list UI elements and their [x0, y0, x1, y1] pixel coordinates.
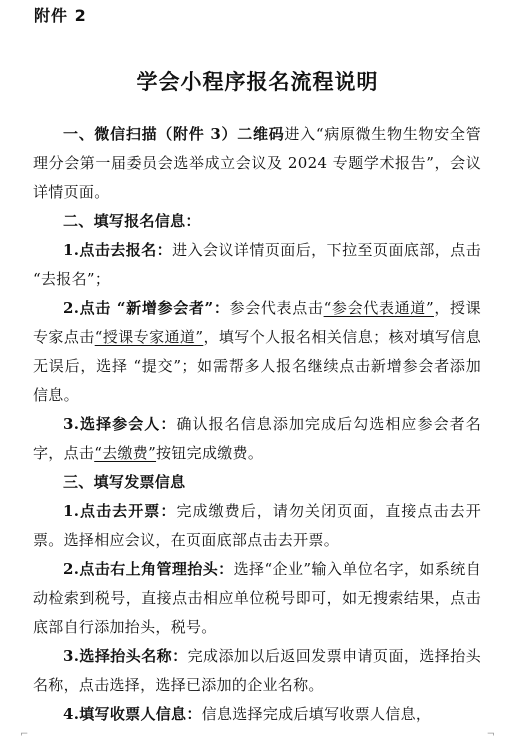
- section-3-step-4-bold: 4.填写收票人信息：: [63, 705, 202, 723]
- section-2-step-1: [33, 236, 481, 294]
- section-2-step-3-text-1: 确认报名信息添加完成后勾选相应参会者名字，点击: [33, 415, 482, 462]
- section-3-step-2-bold: 2.点击右上角管理抬头：: [63, 560, 234, 578]
- section-2-step-3-bold: 3.选择参会人：: [63, 415, 177, 433]
- section-3-step-3-bold: 3.选择抬头名称：: [63, 647, 188, 665]
- section-1-paragraph: [33, 120, 481, 207]
- section-2-step-3: [33, 410, 481, 468]
- section-3-step-1: [33, 497, 481, 555]
- page-corner-mark-left: ⌐: [20, 729, 29, 740]
- section-2-step-2-text-3: ，填写个人报名相关信息；核对填写信息无误后，选择 “提交”；如需帮多人报名继续点击新增参会者添加信息。: [33, 328, 481, 404]
- section-2-step-1-text: 进入会议详情页面后，下拉至页面底部，点击 “去报名”；: [33, 241, 481, 288]
- section-3-heading: 三、填写发票信息: [63, 473, 186, 491]
- section-3-step-2-text: 选择“企业”输入单位名字，如系统自动检索到税号，直接点击相应单位税号即可，如无搜索结果，点击底部自行添加抬头，税号。: [33, 560, 481, 636]
- attachment-label: 附件 2: [34, 6, 87, 25]
- section-2-step-2-text-1: 参会代表点击: [229, 299, 324, 317]
- section-2-step-1-bold: 1.点击去报名：: [63, 241, 173, 259]
- section-2-heading: 二、填写报名信息：: [63, 212, 201, 230]
- section-3-step-4: [33, 700, 481, 729]
- section-2-step-2: [33, 294, 481, 410]
- section-2-step-2-text-2: ，授课专家点击: [33, 299, 481, 346]
- section-3-step-2: [33, 555, 481, 642]
- section-1-text: 进入“病原微生物生物安全管理分会第一届委员会选举成立会议及 2024 专题学术报告”，会议详情页面。: [33, 125, 481, 201]
- expert-channel-text: “授课专家通道”: [94, 328, 204, 346]
- section-3-step-4-text: 信息选择完成后填写收票人信息，: [201, 705, 432, 723]
- section-2-step-2-bold: 2.点击 “新增参会者”：: [63, 299, 230, 317]
- section-3-step-1-bold: 1.点击去开票：: [63, 502, 177, 520]
- section-3-step-3: [33, 642, 481, 700]
- section-2-step-3-text-2: 按钮完成缴费。: [156, 444, 264, 462]
- section-3-step-3-text: 完成添加以后返回发票申请页面，选择抬头名称，点击选择，选择已添加的企业名称。: [33, 647, 481, 694]
- pay-text: “去缴费”: [94, 444, 157, 462]
- page-title: 学会小程序报名流程说明: [136, 70, 379, 94]
- section-1-bold: 一、微信扫描（附件 3）二维码: [63, 125, 285, 143]
- document-body: [33, 120, 481, 729]
- section-3-step-1-text: 完成缴费后，请勿关闭页面，直接点击去开票。选择相应会议，在页面底部点击去开票。: [33, 502, 482, 549]
- delegate-channel-text: “参会代表通道”: [323, 299, 434, 317]
- page-corner-mark-right: ¬: [486, 729, 495, 740]
